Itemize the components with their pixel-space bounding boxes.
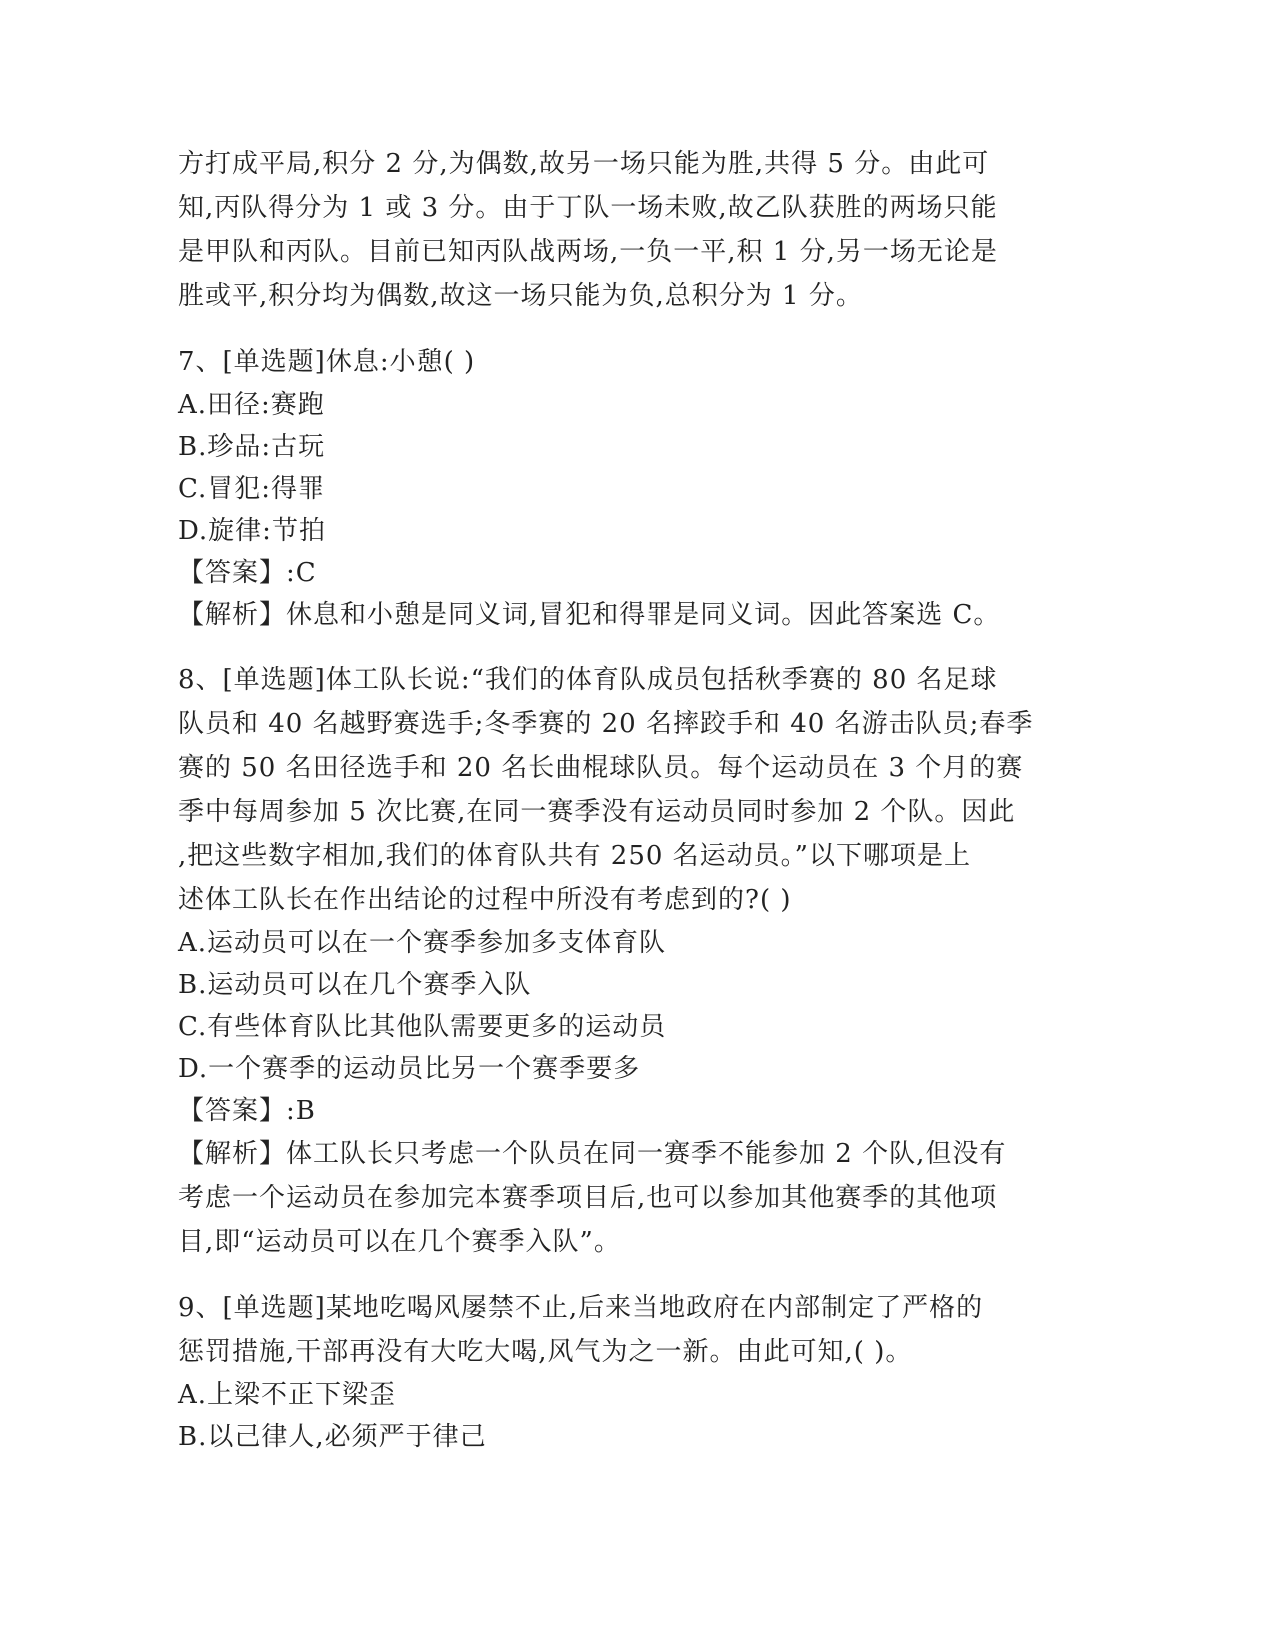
text-line: 是甲队和丙队。目前已知丙队战两场,一负一平,积 1 分,另一场无论是 <box>178 237 998 267</box>
question-7 <box>178 340 1038 636</box>
question-stem-line: 述体工队长在作出结论的过程中所没有考虑到的?( ) <box>178 885 792 915</box>
option-b: B.珍品:古玩 <box>178 432 326 462</box>
option-c: C.冒犯:得罪 <box>178 474 325 504</box>
option-c: C.有些体育队比其他队需要更多的运动员 <box>178 1012 667 1042</box>
question-stem-line: 9、[单选题]某地吃喝风屡禁不止,后来当地政府在内部制定了严格的 <box>178 1293 984 1323</box>
document-page <box>178 142 1038 1458</box>
option-b: B.运动员可以在几个赛季入队 <box>178 970 532 1000</box>
question-stem-line: 8、[单选题]体工队长说:“我们的体育队成员包括秋季赛的 80 名足球 <box>178 665 998 695</box>
question-stem-line: 惩罚措施,干部再没有大吃大喝,风气为之一新。由此可知,( )。 <box>178 1337 913 1367</box>
previous-question-explanation <box>178 142 1038 318</box>
question-8 <box>178 658 1038 1264</box>
text-line: 知,丙队得分为 1 或 3 分。由于丁队一场未败,故乙队获胜的两场只能 <box>178 193 998 223</box>
explanation-line: 考虑一个运动员在参加完本赛季项目后,也可以参加其他赛季的其他项 <box>178 1183 998 1213</box>
option-a: A.田径:赛跑 <box>178 390 325 420</box>
option-a: A.运动员可以在一个赛季参加多支体育队 <box>178 928 667 958</box>
option-d: D.旋律:节拍 <box>178 516 326 546</box>
option-d: D.一个赛季的运动员比另一个赛季要多 <box>178 1054 641 1084</box>
option-a: A.上梁不正下梁歪 <box>178 1380 397 1410</box>
question-stem-line: 赛的 50 名田径选手和 20 名长曲棍球队员。每个运动员在 3 个月的赛 <box>178 753 1024 783</box>
answer-line: 【答案】:C <box>178 558 317 588</box>
explanation-line: 目,即“运动员可以在几个赛季入队”。 <box>178 1227 621 1257</box>
explanation-line: 【解析】休息和小憩是同义词,冒犯和得罪是同义词。因此答案选 C。 <box>178 600 1001 630</box>
answer-line: 【答案】:B <box>178 1096 316 1126</box>
option-b: B.以己律人,必须严于律己 <box>178 1422 487 1452</box>
question-9 <box>178 1286 1038 1458</box>
question-stem-line: 季中每周参加 5 次比赛,在同一赛季没有运动员同时参加 2 个队。因此 <box>178 797 1016 827</box>
explanation-line: 【解析】体工队长只考虑一个队员在同一赛季不能参加 2 个队,但没有 <box>178 1139 1007 1169</box>
text-line: 方打成平局,积分 2 分,为偶数,故另一场只能为胜,共得 5 分。由此可 <box>178 149 990 179</box>
question-stem-line: ,把这些数字相加,我们的体育队共有 250 名运动员。”以下哪项是上 <box>178 841 971 871</box>
text-line: 胜或平,积分均为偶数,故这一场只能为负,总积分为 1 分。 <box>178 281 863 311</box>
question-stem-line: 队员和 40 名越野赛选手;冬季赛的 20 名摔跤手和 40 名游击队员;春季 <box>178 709 1034 739</box>
question-stem: 7、[单选题]休息:小憩( ) <box>178 347 476 377</box>
